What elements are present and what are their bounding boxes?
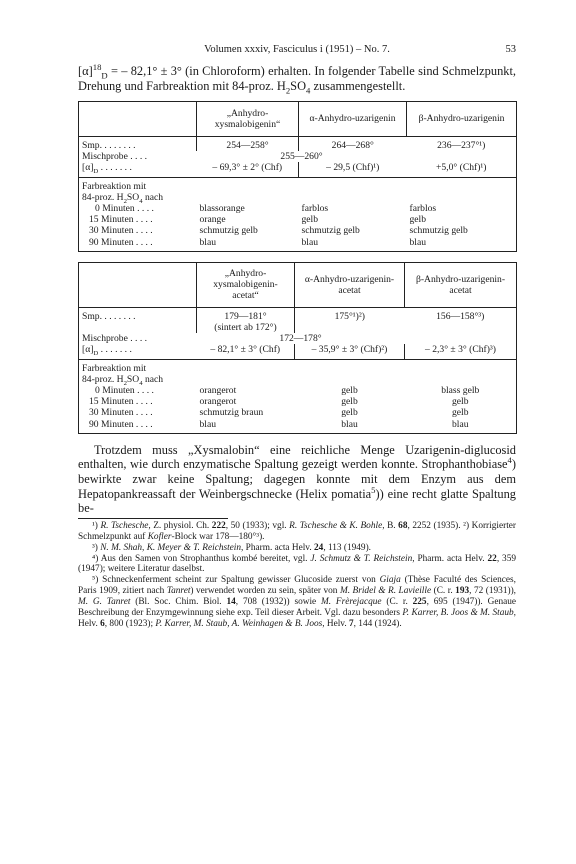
fn-text: , 359 (1947); weitere Literatur daselbst. <box>78 553 517 575</box>
cell: schmutzig gelb <box>301 225 360 237</box>
cell: – 29,5 (Chf)¹) <box>299 162 407 177</box>
fn-text: , B. <box>382 520 399 531</box>
cell: 255—260° <box>280 151 323 163</box>
journal-title: Volumen xxxiv, Fasciculus i (1951) – No. 7. <box>204 44 390 55</box>
col-header: β-Anhydro-uzarigenin <box>407 102 517 137</box>
cell-empty <box>197 177 299 203</box>
row-label: 30 Minuten . . . . <box>89 407 153 419</box>
row-label <box>79 344 197 359</box>
cell: blassorange <box>199 203 245 215</box>
cell: – 35,9° ± 3° (Chf)²) <box>295 344 405 359</box>
alpha-label: [α] <box>82 344 94 356</box>
cell: gelb <box>451 407 469 419</box>
cell: schmutzig braun <box>199 407 264 419</box>
table-header-row <box>79 102 517 137</box>
cell: orangerot <box>199 385 237 397</box>
body-paragraph <box>78 443 516 516</box>
fn-text: , Z. physiol. Ch. <box>148 520 212 531</box>
table-row <box>79 203 517 214</box>
intro-body: = – 82,1° ± 3° (in Chloroform) erhalten. In folgender Tabelle sind Schmelzpunkt, Drehung und Farbreaktion mit 84-proz. H <box>78 64 516 93</box>
fn-text: , Helv. <box>322 618 349 629</box>
farb-sub2: 2 <box>123 379 127 387</box>
fn-text: , 144 (1924). <box>353 618 402 629</box>
table-anhydro <box>78 101 517 252</box>
cell: blau <box>451 418 469 430</box>
farb-sub4: 4 <box>139 197 143 205</box>
cell-empty <box>407 151 517 162</box>
footnote-5 <box>78 575 516 630</box>
cell-empty <box>197 359 295 385</box>
alpha-dots: . . . . . . . <box>98 162 132 174</box>
header-empty <box>79 262 197 307</box>
footnote-1-2 <box>78 521 516 543</box>
fn-text: (C. r. <box>431 586 456 597</box>
fn-author: R. Tschesche & K. Bohle <box>289 520 383 531</box>
row-label <box>79 359 197 385</box>
fn-text: , 800 (1923); <box>104 618 156 629</box>
fn-text: , 113 (1949). <box>323 542 371 553</box>
fn-author: P. Karrer, M. Staub, A. Weinhagen & B. Joos <box>155 618 323 629</box>
farb-sub4: 4 <box>139 379 143 387</box>
d-sub: D <box>101 70 108 81</box>
page <box>78 44 516 630</box>
farb-so: SO <box>126 373 140 385</box>
table-row <box>79 419 517 434</box>
fn-text: (Thèse Faculté des Sciences, Paris 1909, zitiert nach <box>78 575 516 597</box>
table-row <box>79 407 517 418</box>
table-row <box>79 214 517 225</box>
row-label: 0 Minuten . . . . <box>95 385 154 397</box>
cell: farblos <box>409 203 437 215</box>
cell: gelb <box>341 385 358 397</box>
cell-empty <box>299 177 407 203</box>
table-row-alpha <box>79 344 517 359</box>
farb-so: SO <box>126 191 140 203</box>
fn-mark: ⁴) Aus den Samen von Strophanthus kombé bereitet, vgl. <box>92 553 311 564</box>
row-label: Smp. . . . . . . . <box>82 140 136 151</box>
fn-volume: 22 <box>487 553 497 564</box>
row-label: 0 Minuten . . . . <box>95 203 154 215</box>
cell: orange <box>199 214 226 226</box>
row-label: Mischprobe . . . . <box>82 333 148 345</box>
row-label: Smp. . . . . . . . <box>82 310 136 322</box>
fn-volume: 6 <box>100 618 105 629</box>
cell: blau <box>341 418 358 430</box>
cell: gelb <box>341 407 358 419</box>
cell: blass gelb <box>441 385 480 397</box>
farb-nach: nach <box>142 373 164 385</box>
cell: 156—158°³) <box>436 310 485 322</box>
alpha-sub: D <box>93 168 99 176</box>
table-row <box>79 225 517 236</box>
fn-volume: 7 <box>349 618 354 629</box>
row-label: 15 Minuten . . . . <box>89 214 153 226</box>
cell <box>197 307 295 333</box>
cell-empty <box>405 359 517 385</box>
cell: – 69,3° ± 2° (Chf) <box>212 162 283 174</box>
so-text: SO <box>290 78 307 93</box>
cell: 236—237°¹) <box>437 140 486 151</box>
fn-mark: ¹) <box>92 520 101 531</box>
fn-text: , 50 (1933); vgl. <box>225 520 290 531</box>
col-header: α-Anhydro-uzarigenin-acetat <box>295 262 405 307</box>
footnote-3 <box>78 543 516 554</box>
fn-author: Tanret <box>166 586 191 597</box>
table-row <box>79 385 517 396</box>
table-header-row <box>79 262 517 307</box>
fn-text: -Block war 178—180°³). <box>171 531 265 542</box>
alpha-dots: . . . . . . . <box>98 344 132 356</box>
cell: orangerot <box>199 396 237 408</box>
para-part: )) eine recht glatte Spaltung be- <box>78 486 516 516</box>
fn-text: , 72 (1931)), <box>469 586 516 597</box>
intro-text <box>78 61 516 95</box>
table-row-misch <box>79 333 517 344</box>
cell: blau <box>301 236 319 248</box>
intro-tail: zusammengestellt. <box>310 78 406 93</box>
fn-author: N. M. Shah, K. Meyer & T. Reichstein <box>100 542 242 553</box>
fn-volume: 14 <box>226 597 236 608</box>
table-anhydro-acetat <box>78 262 517 434</box>
alpha-sub: D <box>93 350 99 358</box>
fn-text: , Pharm. acta Helv. <box>412 553 488 564</box>
table-row-farb <box>79 177 517 203</box>
fn-text: (Bl. Soc. Chim. Biol. <box>130 597 227 608</box>
fn-text: (C. r. <box>381 597 413 608</box>
cell: 175°¹)²) <box>295 307 405 333</box>
farb-line1: Farbreaktion mit <box>82 180 147 192</box>
cell: farblos <box>301 203 329 215</box>
cell-empty <box>407 177 517 203</box>
farb-nach: nach <box>142 191 164 203</box>
fn-author: R. Tschesche <box>100 520 149 531</box>
cell: blau <box>409 236 427 248</box>
fn-author: Kofler <box>147 531 172 542</box>
cell: +5,0° (Chf)¹) <box>436 162 487 174</box>
cell: schmutzig gelb <box>199 225 258 237</box>
footnotes <box>78 521 516 630</box>
fn-volume: 225 <box>412 597 427 608</box>
h2-sub: 2 <box>285 84 291 95</box>
temp-sup: 18 <box>92 61 102 72</box>
fn-volume: 24 <box>314 542 324 553</box>
smp-value: 179—181° <box>224 310 267 322</box>
fn-volume: 222 <box>211 520 226 531</box>
alpha-label: [α] <box>82 162 94 174</box>
table-row <box>79 237 517 252</box>
footnote-ref: 4 <box>507 455 512 466</box>
fn-text: , Pharm. acta Helv. <box>241 542 315 553</box>
fn-author: Giaja <box>379 575 401 586</box>
cell: blau <box>199 236 217 248</box>
row-label <box>79 162 197 177</box>
table-row <box>79 396 517 407</box>
table-row-smp <box>79 307 517 333</box>
col-header: α-Anhydro-uzarigenin <box>299 102 407 137</box>
cell: gelb <box>409 214 427 226</box>
cell: gelb <box>301 214 319 226</box>
page-number: 53 <box>505 44 516 55</box>
cell: – 82,1° ± 3° (Chf) <box>210 344 281 356</box>
fn-author: M. G. Tanret <box>78 597 131 608</box>
running-header <box>78 44 516 62</box>
cell: gelb <box>341 396 358 408</box>
cell: schmutzig gelb <box>409 225 468 237</box>
footnote-rule <box>78 518 228 519</box>
header-empty <box>79 102 197 137</box>
farb-line1: Farbreaktion mit <box>82 362 147 374</box>
cell: 264—268° <box>299 137 407 152</box>
farb-line2: 84-proz. H <box>82 191 124 203</box>
table-row-alpha <box>79 162 517 177</box>
s4-sub: 4 <box>306 84 311 95</box>
smp-note: (sintert ab 172°) <box>214 322 277 334</box>
fn-text: , 695 (1947)). Genaue Beschreibung der Enzymgewinnung siehe exp. Teil dieser Arbeit. Vgl. dazu besonders <box>78 597 516 619</box>
fn-author: M. Frèrejacque <box>321 597 382 608</box>
fn-author: M. Bridel & R. Lavieille <box>339 586 432 597</box>
row-label: 30 Minuten . . . . <box>89 225 153 237</box>
col-header: „Anhydro-xysmalobigenin“ <box>197 102 299 137</box>
footnote-ref: 5 <box>371 484 376 495</box>
cell: blau <box>199 418 217 430</box>
farb-sub2: 2 <box>123 197 127 205</box>
cell: 254—258° <box>197 137 299 152</box>
farb-line2: 84-proz. H <box>82 373 124 385</box>
table-row-farb <box>79 359 517 385</box>
table-row-smp <box>79 137 517 152</box>
fn-volume: 68 <box>398 520 408 531</box>
cell-empty <box>405 333 517 344</box>
row-label: 15 Minuten . . . . <box>89 396 153 408</box>
fn-author: J. Schmutz & T. Reichstein <box>310 553 413 564</box>
cell-empty <box>295 359 405 385</box>
table-row-misch <box>79 151 517 162</box>
para-part: Trotzdem muss „Xysmalobin“ eine reichliche Menge Uzarigenin-diglucosid enthalten, wie durch enzymatische Spaltung gezeigt werden konnte. Strophanthobiase <box>78 442 516 472</box>
fn-volume: 193 <box>455 586 470 597</box>
row-label: 90 Minuten . . . . <box>89 418 153 430</box>
col-header: β-Anhydro-uzarigenin-acetat <box>405 262 517 307</box>
fn-text: , 708 (1932)) sowie <box>235 597 322 608</box>
fn-mark: ⁵) Schneckenferment scheint zur Spaltung gewisser Glucoside zuerst von <box>92 575 380 586</box>
row-label: Mischprobe . . . . <box>82 151 148 163</box>
fn-text: , Helv. <box>78 608 516 629</box>
fn-text: ) verwendet worden zu sein, später von <box>190 586 340 597</box>
cell: 172—178° <box>279 333 322 345</box>
rotation-symbol: [α] <box>78 64 93 78</box>
row-label: 90 Minuten . . . . <box>89 236 153 248</box>
footnote-4 <box>78 554 516 576</box>
row-label <box>79 177 197 203</box>
fn-text: , 2252 (1935). <box>407 520 461 531</box>
cell: – 2,3° ± 3° (Chf)³) <box>405 344 517 359</box>
para-part: ) bewirkte zwar keine Spaltung; dagegen konnte mit dem Enzym aus dem Hepatopankreassaft der Weinbergschnecke (Helix pomatia <box>78 457 516 501</box>
fn-mark: ³) <box>92 542 101 553</box>
fn-author: P. Karrer, B. Joos & M. Staub <box>402 608 514 619</box>
fn-mark: ²) Korrigierter Schmelzpunkt auf <box>78 520 516 542</box>
cell: gelb <box>451 396 469 408</box>
col-header: „Anhydro-xysmalobigenin-acetat“ <box>197 262 295 307</box>
